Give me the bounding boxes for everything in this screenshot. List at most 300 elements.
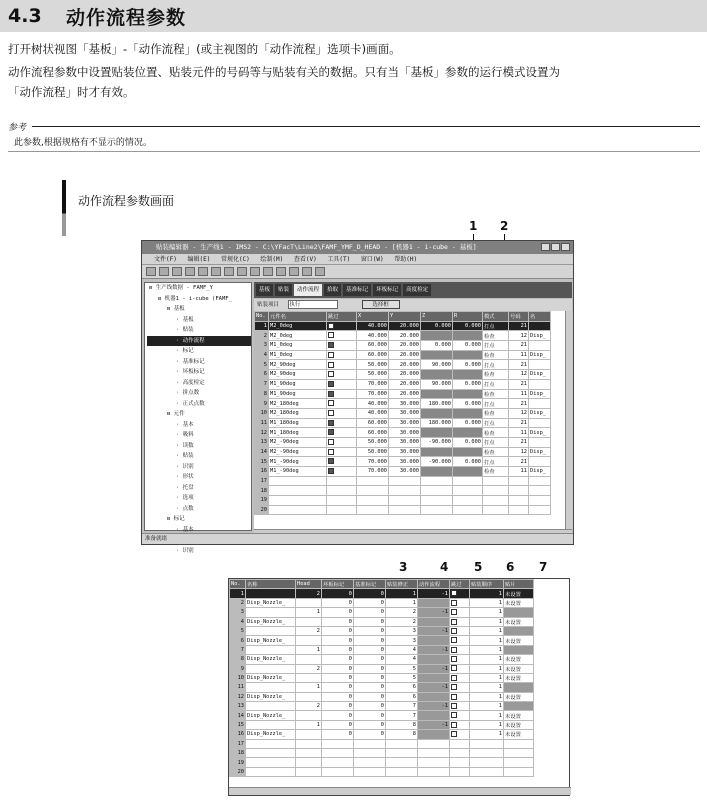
tree-item[interactable]: · 识别: [176, 463, 194, 470]
table-cell[interactable]: 20.000: [389, 389, 421, 399]
table-cell[interactable]: [529, 457, 551, 467]
table-cell[interactable]: 1: [470, 589, 504, 598]
table-cell[interactable]: [418, 617, 450, 626]
table-cell[interactable]: 0.000: [421, 321, 453, 331]
skip-checkbox[interactable]: [451, 703, 457, 709]
table-cell[interactable]: 打点: [483, 341, 509, 351]
table-cell[interactable]: 1: [255, 321, 269, 331]
table-cell[interactable]: 40.000: [357, 408, 389, 418]
table-cell[interactable]: 1: [470, 702, 504, 711]
skip-checkbox[interactable]: [328, 439, 334, 445]
table-cell[interactable]: 未设置: [504, 598, 534, 607]
tab-mount[interactable]: 贴装: [275, 284, 292, 296]
table-cell[interactable]: -1: [418, 664, 450, 673]
table-cell[interactable]: 未设置: [504, 711, 534, 720]
column-header[interactable]: 贴片: [504, 580, 534, 589]
table-cell[interactable]: -1: [418, 608, 450, 617]
table-cell[interactable]: 1: [296, 608, 322, 617]
table-cell[interactable]: [327, 389, 357, 399]
table-cell[interactable]: 3: [255, 341, 269, 351]
table-cell[interactable]: 1: [470, 636, 504, 645]
table-cell[interactable]: 30.000: [389, 437, 421, 447]
table-cell[interactable]: 50.000: [357, 437, 389, 447]
table-cell[interactable]: 打点: [483, 418, 509, 428]
table-cell[interactable]: 21: [509, 360, 529, 370]
tree-item[interactable]: · 高度检定: [176, 379, 205, 386]
table-cell[interactable]: [421, 408, 453, 418]
table-cell[interactable]: [453, 428, 483, 438]
save-icon[interactable]: [172, 267, 182, 276]
table-cell[interactable]: Disp_: [529, 428, 551, 438]
table-cell[interactable]: 1: [296, 720, 322, 729]
column-header[interactable]: 贴装顺序: [470, 580, 504, 589]
column-header[interactable]: No.: [230, 580, 246, 589]
table-cell[interactable]: [421, 350, 453, 360]
table-cell[interactable]: 0: [354, 730, 386, 739]
table-cell[interactable]: M2_180deg: [269, 408, 327, 418]
table-row[interactable]: [230, 692, 534, 701]
table-cell[interactable]: Disp_: [529, 467, 551, 477]
table-cell[interactable]: [529, 360, 551, 370]
table-cell[interactable]: [504, 645, 534, 654]
table-cell[interactable]: 10: [230, 673, 246, 682]
table-row[interactable]: [255, 389, 551, 399]
table-cell[interactable]: 4: [230, 617, 246, 626]
table-cell[interactable]: 6: [386, 683, 418, 692]
table-cell[interactable]: 1: [386, 598, 418, 607]
table-cell[interactable]: [504, 626, 534, 635]
skip-checkbox[interactable]: [328, 391, 334, 397]
table-cell[interactable]: [327, 447, 357, 457]
table-cell[interactable]: [529, 341, 551, 351]
table-row[interactable]: [255, 350, 551, 360]
skip-checkbox[interactable]: [328, 400, 334, 406]
table-cell[interactable]: [327, 350, 357, 360]
column-header[interactable]: 跳过: [450, 580, 470, 589]
table-cell[interactable]: [453, 447, 483, 457]
table-cell[interactable]: 0.000: [453, 418, 483, 428]
table-cell[interactable]: M2_0deg: [269, 331, 327, 341]
skip-checkbox[interactable]: [328, 458, 334, 464]
table-cell[interactable]: [296, 655, 322, 664]
table-cell[interactable]: 70.000: [357, 389, 389, 399]
skip-checkbox[interactable]: [451, 619, 457, 625]
skip-checkbox[interactable]: [451, 600, 457, 606]
tree-item[interactable]: · 读数: [176, 442, 194, 449]
table-cell[interactable]: 0: [322, 617, 354, 626]
table-cell[interactable]: 21: [509, 341, 529, 351]
tree-item[interactable]: · 贴装: [176, 453, 194, 459]
skip-checkbox[interactable]: [328, 381, 334, 387]
table-cell[interactable]: Disp_Nozzle_: [246, 692, 296, 701]
table-cell[interactable]: [327, 457, 357, 467]
table-cell[interactable]: [450, 692, 470, 701]
table-cell[interactable]: M1_0deg: [269, 341, 327, 351]
table-cell[interactable]: 13: [255, 437, 269, 447]
table-cell[interactable]: [504, 702, 534, 711]
new-icon[interactable]: [146, 267, 156, 276]
table-cell[interactable]: [296, 730, 322, 739]
table-cell[interactable]: [418, 636, 450, 645]
tree-item[interactable]: · 坏板标记: [176, 369, 205, 375]
table-cell[interactable]: 0: [354, 636, 386, 645]
column-header[interactable]: 名: [529, 312, 551, 322]
column-header[interactable]: 号码: [509, 312, 529, 322]
table-cell[interactable]: 5: [230, 626, 246, 635]
table-row[interactable]: [230, 655, 534, 664]
table-cell[interactable]: M1_180deg: [269, 418, 327, 428]
table-cell[interactable]: [450, 589, 470, 598]
table-cell[interactable]: [450, 664, 470, 673]
pause-icon[interactable]: [289, 267, 299, 276]
table-cell[interactable]: 11: [509, 389, 529, 399]
skip-checkbox[interactable]: [451, 665, 457, 671]
grid-icon[interactable]: [263, 267, 273, 276]
table-cell[interactable]: 40.000: [357, 399, 389, 409]
table-cell[interactable]: 13: [230, 702, 246, 711]
table-cell[interactable]: [450, 636, 470, 645]
menu-tools[interactable]: 工具(T): [327, 256, 351, 263]
table-cell[interactable]: 未设置: [504, 655, 534, 664]
run-icon[interactable]: [276, 267, 286, 276]
table-cell[interactable]: [450, 598, 470, 607]
table-cell[interactable]: M2_180deg: [269, 399, 327, 409]
table-cell[interactable]: [418, 598, 450, 607]
table-cell[interactable]: 20.000: [389, 350, 421, 360]
table-cell[interactable]: Disp_: [529, 447, 551, 457]
skip-checkbox[interactable]: [328, 420, 334, 426]
table-cell[interactable]: [327, 370, 357, 380]
table-cell[interactable]: 21: [509, 379, 529, 389]
table-row[interactable]: [230, 673, 534, 682]
table-row[interactable]: [230, 664, 534, 673]
table-cell[interactable]: [296, 711, 322, 720]
table-cell[interactable]: [453, 350, 483, 360]
table-cell[interactable]: [327, 360, 357, 370]
table-cell[interactable]: 6: [386, 692, 418, 701]
mount-item-select[interactable]: 执行: [288, 300, 338, 309]
table-cell[interactable]: 14: [230, 711, 246, 720]
table-cell[interactable]: 14: [255, 447, 269, 457]
table-cell[interactable]: 7: [230, 645, 246, 654]
table-cell[interactable]: 2: [386, 617, 418, 626]
table-cell[interactable]: [327, 437, 357, 447]
table-cell[interactable]: [529, 399, 551, 409]
table-cell[interactable]: 60.000: [357, 350, 389, 360]
table-cell[interactable]: 21: [509, 399, 529, 409]
table-cell[interactable]: [450, 683, 470, 692]
table-cell[interactable]: 21: [509, 418, 529, 428]
table-cell[interactable]: 30.000: [389, 457, 421, 467]
table-cell[interactable]: 检查: [483, 408, 509, 418]
table-cell[interactable]: 检查: [483, 447, 509, 457]
table-cell[interactable]: 打点: [483, 457, 509, 467]
table-cell[interactable]: 20.000: [389, 321, 421, 331]
table-cell[interactable]: 0: [322, 636, 354, 645]
table-cell[interactable]: 70.000: [357, 379, 389, 389]
tree-item[interactable]: ⊟ 元件: [167, 411, 185, 417]
tree-item[interactable]: · 形状: [176, 474, 194, 480]
table-cell[interactable]: Disp_Nozzle_: [246, 598, 296, 607]
table-cell[interactable]: 未设置: [504, 589, 534, 598]
table-row[interactable]: [255, 370, 551, 380]
column-header[interactable]: Y: [389, 312, 421, 322]
table-cell[interactable]: 50.000: [357, 370, 389, 380]
table-cell[interactable]: 20.000: [389, 331, 421, 341]
column-header[interactable]: 元件名: [269, 312, 327, 322]
table-cell[interactable]: 0: [322, 730, 354, 739]
tree-item[interactable]: · 正式点数: [176, 400, 205, 407]
table-cell[interactable]: 21: [509, 457, 529, 467]
table-row[interactable]: [255, 399, 551, 409]
table-cell[interactable]: 1: [470, 730, 504, 739]
table-cell[interactable]: 0: [354, 645, 386, 654]
table-cell[interactable]: -1: [418, 645, 450, 654]
table-cell[interactable]: [327, 379, 357, 389]
table-cell[interactable]: 3: [386, 626, 418, 635]
table-cell[interactable]: [418, 692, 450, 701]
menu-file[interactable]: 文件(F): [154, 256, 177, 263]
skip-checkbox[interactable]: [328, 352, 334, 358]
table-cell[interactable]: -1: [418, 589, 450, 598]
skip-checkbox[interactable]: [328, 449, 334, 455]
skip-checkbox[interactable]: [451, 637, 457, 643]
skip-checkbox[interactable]: [451, 656, 457, 662]
table-row[interactable]: [255, 447, 551, 457]
table-row[interactable]: [230, 730, 534, 739]
column-header[interactable]: 跳过: [327, 312, 357, 322]
table-cell[interactable]: 11: [230, 683, 246, 692]
table-cell[interactable]: 21: [509, 437, 529, 447]
table-cell[interactable]: 4: [386, 645, 418, 654]
table-cell[interactable]: 11: [255, 418, 269, 428]
vertical-scrollbar[interactable]: [565, 311, 573, 529]
menu-window[interactable]: 窗口(W): [360, 256, 384, 263]
table-cell[interactable]: 30.000: [389, 428, 421, 438]
table-cell[interactable]: [453, 408, 483, 418]
column-header[interactable]: 贴装修正: [386, 580, 418, 589]
table-cell[interactable]: 20.000: [389, 360, 421, 370]
table-cell[interactable]: [418, 655, 450, 664]
table-cell[interactable]: 12: [230, 692, 246, 701]
table-cell[interactable]: 11: [509, 428, 529, 438]
table-cell[interactable]: 1: [386, 589, 418, 598]
table-cell[interactable]: M2_90deg: [269, 360, 327, 370]
table-cell[interactable]: Disp_: [529, 370, 551, 380]
column-header[interactable]: Z: [421, 312, 453, 322]
table-cell[interactable]: [450, 626, 470, 635]
tree-item[interactable]: · 吸料: [176, 432, 194, 438]
help-icon[interactable]: [315, 267, 325, 276]
table-cell[interactable]: [246, 720, 296, 729]
table-row[interactable]: [255, 341, 551, 351]
table-cell[interactable]: [296, 617, 322, 626]
table-cell[interactable]: [450, 720, 470, 729]
table-cell[interactable]: 50.000: [357, 360, 389, 370]
skip-checkbox[interactable]: [451, 684, 457, 690]
table-cell[interactable]: 0: [354, 692, 386, 701]
column-header[interactable]: 坏板标记: [322, 580, 354, 589]
column-header[interactable]: X: [357, 312, 389, 322]
table-cell[interactable]: 0: [354, 608, 386, 617]
table-cell[interactable]: Disp_: [529, 408, 551, 418]
column-header[interactable]: Head: [296, 580, 322, 589]
table-cell[interactable]: [421, 331, 453, 341]
tree-item[interactable]: · 识别: [176, 547, 194, 554]
table-cell[interactable]: 0: [322, 673, 354, 682]
tab-pickup[interactable]: 拾取: [324, 284, 341, 296]
table-cell[interactable]: 1: [470, 655, 504, 664]
table-cell[interactable]: 1: [470, 626, 504, 635]
table-cell[interactable]: [421, 447, 453, 457]
table-row[interactable]: [230, 598, 534, 607]
table-cell[interactable]: 6: [255, 370, 269, 380]
table-cell[interactable]: [327, 467, 357, 477]
table-cell[interactable]: 8: [230, 655, 246, 664]
table-cell[interactable]: M1_-90deg: [269, 467, 327, 477]
select-frame-button[interactable]: 选择框: [362, 300, 400, 309]
table-row[interactable]: [230, 608, 534, 617]
table-cell[interactable]: 未设置: [504, 720, 534, 729]
table-row[interactable]: [230, 683, 534, 692]
table-cell[interactable]: 0.000: [453, 457, 483, 467]
table-cell[interactable]: 0: [322, 664, 354, 673]
table-cell[interactable]: [246, 683, 296, 692]
table-cell[interactable]: 8: [386, 730, 418, 739]
table-cell[interactable]: [450, 730, 470, 739]
table-cell[interactable]: 未设置: [504, 730, 534, 739]
table-cell[interactable]: 0: [322, 702, 354, 711]
table-cell[interactable]: 3: [386, 636, 418, 645]
table-cell[interactable]: 0: [354, 589, 386, 598]
table-cell[interactable]: 检查: [483, 428, 509, 438]
table-cell[interactable]: 2: [296, 589, 322, 598]
table-cell[interactable]: 1: [470, 645, 504, 654]
table-cell[interactable]: 11: [509, 350, 529, 360]
table-cell[interactable]: 40.000: [357, 331, 389, 341]
skip-checkbox[interactable]: [328, 410, 334, 416]
table-cell[interactable]: [504, 683, 534, 692]
tree-item[interactable]: · 动作流程: [147, 336, 251, 347]
table-cell[interactable]: Disp_Nozzle_: [246, 617, 296, 626]
tree-item[interactable]: · 基本: [176, 526, 194, 533]
table-cell[interactable]: 15: [255, 457, 269, 467]
skip-checkbox[interactable]: [328, 332, 334, 338]
table-cell[interactable]: Disp_Nozzle_: [246, 730, 296, 739]
column-header[interactable]: 基准标记: [354, 580, 386, 589]
tree-item[interactable]: ⊟ 标记: [167, 516, 185, 522]
table-cell[interactable]: 0.000: [453, 360, 483, 370]
menu-edit[interactable]: 编辑(E): [187, 256, 211, 263]
table-cell[interactable]: M2_-90deg: [269, 447, 327, 457]
table-cell[interactable]: 0: [354, 626, 386, 635]
table-row[interactable]: [230, 589, 534, 598]
table-cell[interactable]: 1: [470, 711, 504, 720]
table-cell[interactable]: 0: [354, 720, 386, 729]
table-cell[interactable]: [246, 702, 296, 711]
table-cell[interactable]: 20.000: [389, 341, 421, 351]
tree-item[interactable]: · 标记: [176, 348, 194, 354]
table-cell[interactable]: 60.000: [357, 341, 389, 351]
table-cell[interactable]: 未设置: [504, 664, 534, 673]
table-cell[interactable]: 检查: [483, 389, 509, 399]
table-cell[interactable]: 打点: [483, 437, 509, 447]
table-cell[interactable]: 30.000: [389, 418, 421, 428]
skip-checkbox[interactable]: [451, 712, 457, 718]
table-cell[interactable]: [418, 711, 450, 720]
table-cell[interactable]: [418, 730, 450, 739]
table-cell[interactable]: 11: [509, 467, 529, 477]
table-row[interactable]: [230, 711, 534, 720]
table-cell[interactable]: 0.000: [453, 341, 483, 351]
table-cell[interactable]: -1: [418, 702, 450, 711]
table-cell[interactable]: M1_0deg: [269, 350, 327, 360]
undo-icon[interactable]: [237, 267, 247, 276]
table-cell[interactable]: [327, 428, 357, 438]
table-cell[interactable]: 12: [509, 370, 529, 380]
table-cell[interactable]: 1: [296, 645, 322, 654]
table-cell[interactable]: 0: [354, 683, 386, 692]
table-cell[interactable]: [327, 399, 357, 409]
tree-item[interactable]: ⊟ 生产线数据 - FAMF_Y: [149, 285, 213, 291]
tree-item[interactable]: · 基板: [176, 316, 194, 323]
table-cell[interactable]: M1_180deg: [269, 428, 327, 438]
skip-checkbox[interactable]: [451, 731, 457, 737]
table-cell[interactable]: 30.000: [389, 408, 421, 418]
table-cell[interactable]: M1_90deg: [269, 389, 327, 399]
table-row[interactable]: [255, 379, 551, 389]
table-cell[interactable]: [529, 418, 551, 428]
table-cell[interactable]: 0.000: [453, 321, 483, 331]
table-cell[interactable]: 2: [386, 608, 418, 617]
table-cell[interactable]: [453, 467, 483, 477]
tab-height-check[interactable]: 高度检定: [403, 284, 431, 296]
table-cell[interactable]: 0: [322, 626, 354, 635]
table-cell[interactable]: [327, 418, 357, 428]
menu-help[interactable]: 帮助(H): [394, 256, 418, 263]
table-cell[interactable]: 5: [386, 673, 418, 682]
table-cell[interactable]: 12: [509, 408, 529, 418]
table-cell[interactable]: 180.000: [421, 418, 453, 428]
table-cell[interactable]: [246, 626, 296, 635]
table-cell[interactable]: [453, 331, 483, 341]
table-cell[interactable]: 1: [470, 617, 504, 626]
table-cell[interactable]: 20.000: [389, 370, 421, 380]
table-cell[interactable]: 2: [296, 626, 322, 635]
skip-checkbox[interactable]: [451, 609, 457, 615]
table-cell[interactable]: [296, 692, 322, 701]
table-cell[interactable]: 2: [230, 598, 246, 607]
table-cell[interactable]: 未设置: [504, 673, 534, 682]
table-cell[interactable]: [453, 370, 483, 380]
table-cell[interactable]: 7: [386, 711, 418, 720]
table-cell[interactable]: 12: [255, 428, 269, 438]
grid-horizontal-scrollbar[interactable]: [229, 787, 571, 795]
table-cell[interactable]: [327, 341, 357, 351]
table-cell[interactable]: -1: [418, 626, 450, 635]
table-cell[interactable]: 未设置: [504, 617, 534, 626]
tree-item[interactable]: · 选项: [176, 495, 194, 501]
skip-checkbox[interactable]: [451, 722, 457, 728]
column-header[interactable]: No.: [255, 312, 269, 322]
table-row[interactable]: [230, 702, 534, 711]
print-icon[interactable]: [185, 267, 195, 276]
table-cell[interactable]: 2: [296, 702, 322, 711]
skip-checkbox[interactable]: [451, 628, 457, 634]
table-cell[interactable]: 未设置: [504, 636, 534, 645]
table-cell[interactable]: -90.000: [421, 457, 453, 467]
copy-icon[interactable]: [211, 267, 221, 276]
